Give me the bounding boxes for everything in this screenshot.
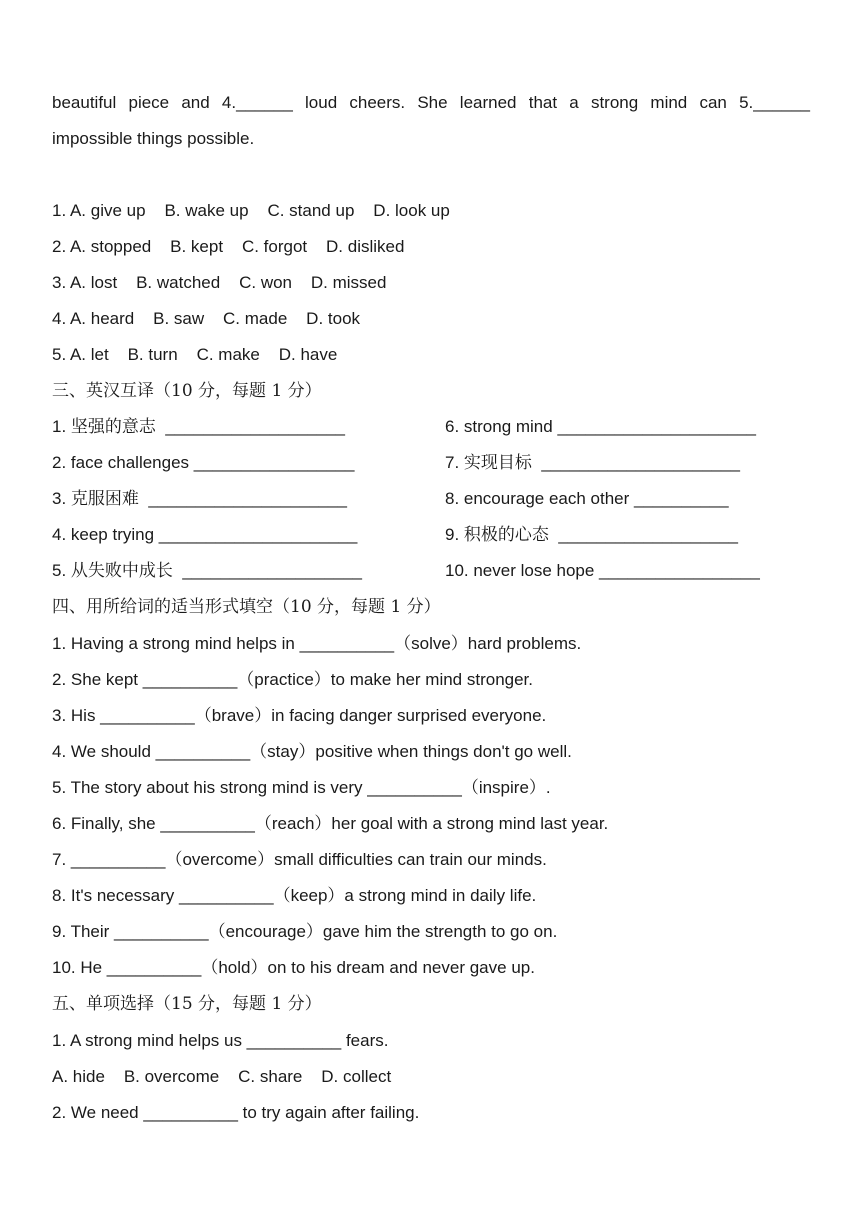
- fill-in-item: 6. Finally, she __________（reach）her goal with a strong mind last year.: [52, 814, 609, 833]
- fill-in-item: 2. She kept __________（practice）to make her mind stronger.: [52, 670, 534, 689]
- translation-item: 2. face challenges _________________: [52, 453, 355, 472]
- cloze-option-row: 4. A. heard B. saw C. made D. took: [52, 309, 361, 328]
- cloze-option-row: 5. A. let B. turn C. make D. have: [52, 345, 338, 364]
- translation-item: 4. keep trying _____________________: [52, 525, 358, 544]
- passage-line-1: beautiful piece and 4.______ loud cheers. She learned that a strong mind can 5.______: [52, 93, 810, 112]
- mc-options: A. hide B. overcome C. share D. collect: [52, 1067, 392, 1086]
- fill-in-item: 7. __________（overcome）small difficulties can train our minds.: [52, 850, 547, 869]
- translation-item: 9. 积极的心态 ___________________: [445, 525, 738, 544]
- cloze-option-row: 2. A. stopped B. kept C. forgot D. disliked: [52, 237, 405, 256]
- mc-question: 1. A strong mind helps us __________ fears.: [52, 1031, 389, 1050]
- cloze-option-row: 1. A. give up B. wake up C. stand up D. look up: [52, 201, 450, 220]
- translation-item: 5. 从失败中成长 ___________________: [52, 561, 362, 580]
- section-3-heading: 三、英汉互译（10 分，每题 1 分）: [52, 381, 322, 401]
- translation-item: 10. never lose hope _________________: [445, 561, 760, 580]
- fill-in-item: 10. He __________（hold）on to his dream and never gave up.: [52, 958, 535, 977]
- translation-item: 6. strong mind _____________________: [445, 417, 756, 436]
- fill-in-item: 8. It's necessary __________（keep）a strong mind in daily life.: [52, 886, 537, 905]
- section-5-heading: 五、单项选择（15 分，每题 1 分）: [52, 994, 322, 1014]
- fill-in-item: 1. Having a strong mind helps in __________（solve）hard problems.: [52, 634, 582, 653]
- translation-item: 8. encourage each other __________: [445, 489, 729, 508]
- translation-item: 7. 实现目标 _____________________: [445, 453, 740, 472]
- fill-in-item: 9. Their __________（encourage）gave him the strength to go on.: [52, 922, 558, 941]
- fill-in-item: 3. His __________（brave）in facing danger surprised everyone.: [52, 706, 547, 725]
- mc-question: 2. We need __________ to try again after failing.: [52, 1103, 420, 1122]
- fill-in-item: 5. The story about his strong mind is very __________（inspire）.: [52, 778, 551, 797]
- passage-line-2: impossible things possible.: [52, 129, 255, 148]
- fill-in-item: 4. We should __________（stay）positive when things don't go well.: [52, 742, 572, 761]
- cloze-option-row: 3. A. lost B. watched C. won D. missed: [52, 273, 387, 292]
- translation-item: 1. 坚强的意志 ___________________: [52, 417, 345, 436]
- section-4-heading: 四、用所给词的适当形式填空（10 分，每题 1 分）: [52, 597, 441, 617]
- translation-item: 3. 克服困难 _____________________: [52, 489, 347, 508]
